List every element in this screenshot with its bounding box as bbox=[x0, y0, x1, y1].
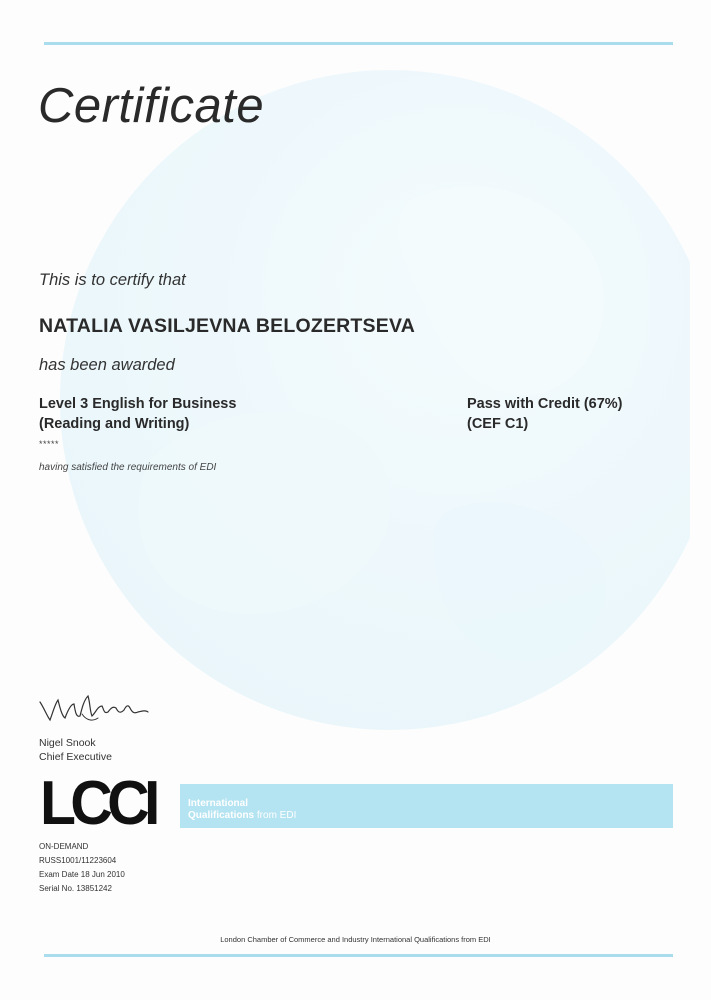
band-text bbox=[188, 798, 296, 822]
exam-details bbox=[39, 840, 125, 896]
signatory-name: Nigel Snook bbox=[39, 737, 96, 749]
recipient-name: NATALIA VASILJEVNA BELOZERTSEVA bbox=[39, 315, 415, 337]
result-grade bbox=[467, 394, 623, 434]
signatory-block bbox=[39, 736, 112, 764]
result-line-1: Pass with Credit (67%) bbox=[467, 396, 623, 412]
top-rule bbox=[44, 42, 673, 45]
exam-mode: ON-DEMAND bbox=[39, 842, 89, 851]
certify-text: This is to certify that bbox=[39, 271, 186, 289]
band-line-1: International bbox=[188, 798, 249, 809]
signature-icon bbox=[38, 690, 150, 726]
requirements-text: having satisfied the requirements of EDI bbox=[39, 462, 217, 473]
course-title bbox=[39, 394, 236, 434]
lcci-logo: LCCI bbox=[40, 769, 155, 838]
serial-number: Serial No. 13851242 bbox=[39, 884, 112, 893]
band-line-2-bold: Qualifications bbox=[188, 810, 255, 821]
footer-text: London Chamber of Commerce and Industry International Qualifications from EDI bbox=[220, 935, 491, 944]
exam-date: Exam Date 18 Jun 2010 bbox=[39, 870, 125, 879]
qualifications-band bbox=[180, 784, 673, 828]
bottom-rule bbox=[44, 954, 673, 957]
result-line-2: (CEF C1) bbox=[467, 416, 529, 432]
exam-reference: RUSS1001/11223604 bbox=[39, 856, 117, 865]
awarded-text: has been awarded bbox=[39, 356, 175, 374]
certificate-title: Certificate bbox=[38, 79, 265, 133]
band-line-2 bbox=[188, 810, 296, 822]
course-line-1: Level 3 English for Business bbox=[39, 396, 237, 412]
band-line-2-light: from EDI bbox=[254, 810, 297, 821]
stars-separator: ***** bbox=[39, 439, 60, 449]
signatory-role: Chief Executive bbox=[39, 751, 112, 763]
course-line-2: (Reading and Writing) bbox=[39, 416, 190, 432]
